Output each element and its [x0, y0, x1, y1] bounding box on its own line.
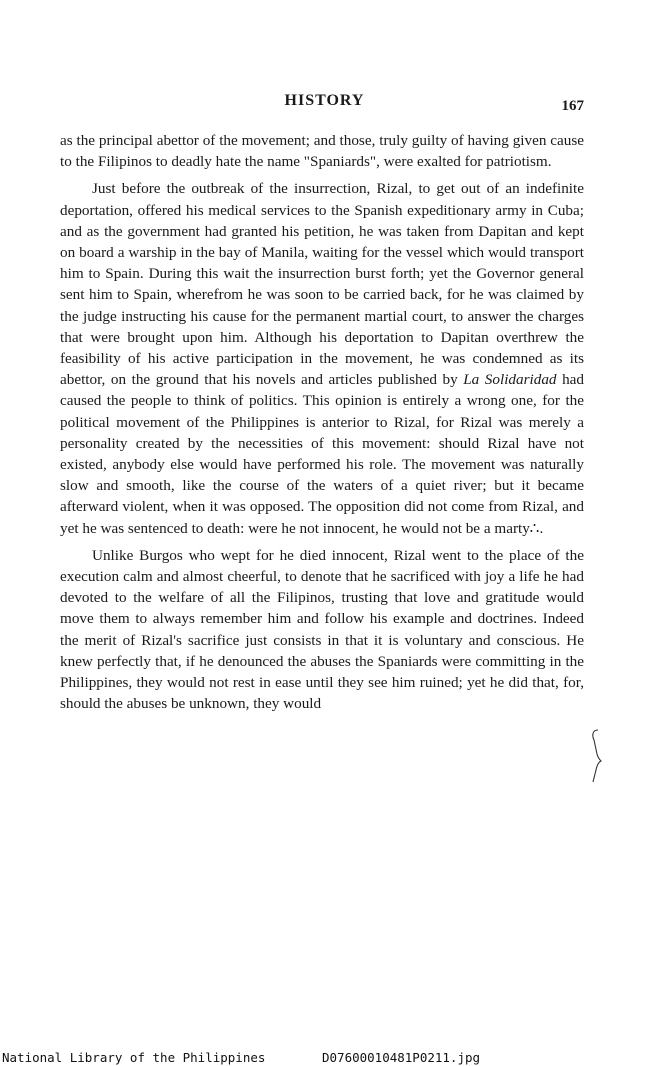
paragraph-1: as the principal abettor of the movement; and those, truly guilty of having given cause to the Filipinos to deadly hate the name "Spaniards", were exalted for patriotism.	[60, 132, 584, 171]
file-identifier: D07600010481P0211.jpg	[322, 1050, 481, 1065]
body-text	[60, 130, 584, 720]
newspaper-title: La Solidaridad	[463, 371, 557, 389]
library-credit: National Library of the Philippines	[2, 1050, 266, 1065]
paragraph-2-part-2: had caused the people to think of politics. This opinion is entirely a wrong one, for the political movement of the Philippines is anterior to Rizal, for Rizal was merely a personality created by the necessities of this movement: should Rizal have not existed, anybody else would have performed his role. The movement was naturally slow and smooth, like the course of the waters of a quiet river; but it became afterward violent, when it was opposed. The opposition did not come from Rizal, and yet he was sentenced to death: were he not innocent, he would not be a marty∴.	[60, 371, 584, 537]
paragraph-2-part-1: Just before the outbreak of the insurrection, Rizal, to get out of an indefinite deportation, offered his medical services to the Spanish expeditionary army in Cuba; and as the government had granted his petition, he was taken from Dapitan and kept on board a warship in the bay of Manila, waiting for the vessel which would transport him to Spain. During this wait the insurrection burst forth; yet the Governor general sent him to Spain, wherefrom he was soon to be carried back, for he was claimed by the judge instructing his cause for the permanent martial court, to answer the charges that were brought upon him. Although his deportation to Dapitan overthrew the feasibility of his active participation in the movement, he was condemned as its abettor, on the ground that his novels and articles published by	[60, 180, 584, 389]
chapter-title: HISTORY	[284, 92, 365, 109]
margin-bracket-mark	[588, 728, 602, 784]
scan-footer	[0, 1050, 666, 1066]
paragraph-2	[60, 178, 584, 538]
page-number: 167	[561, 98, 584, 114]
running-head	[62, 90, 587, 114]
paragraph-3: Unlike Burgos who wept for he died innocent, Rizal went to the place of the execution calm and almost cheerful, to denote that he sacrificed with joy a life he had devoted to the welfare of all the Filipinos, trusting that love and gratitude would move them to always remember him and follow his example and doctrines. Indeed the merit of Rizal's sacrifice just consists in that it is voluntary and conscious. He knew perfectly that, if he denounced the abuses the Spaniards were committing in the Philippines, they would not rest in ease until they see him ruined; yet he did that, for, should the abuses be unknown, they would	[60, 546, 584, 713]
